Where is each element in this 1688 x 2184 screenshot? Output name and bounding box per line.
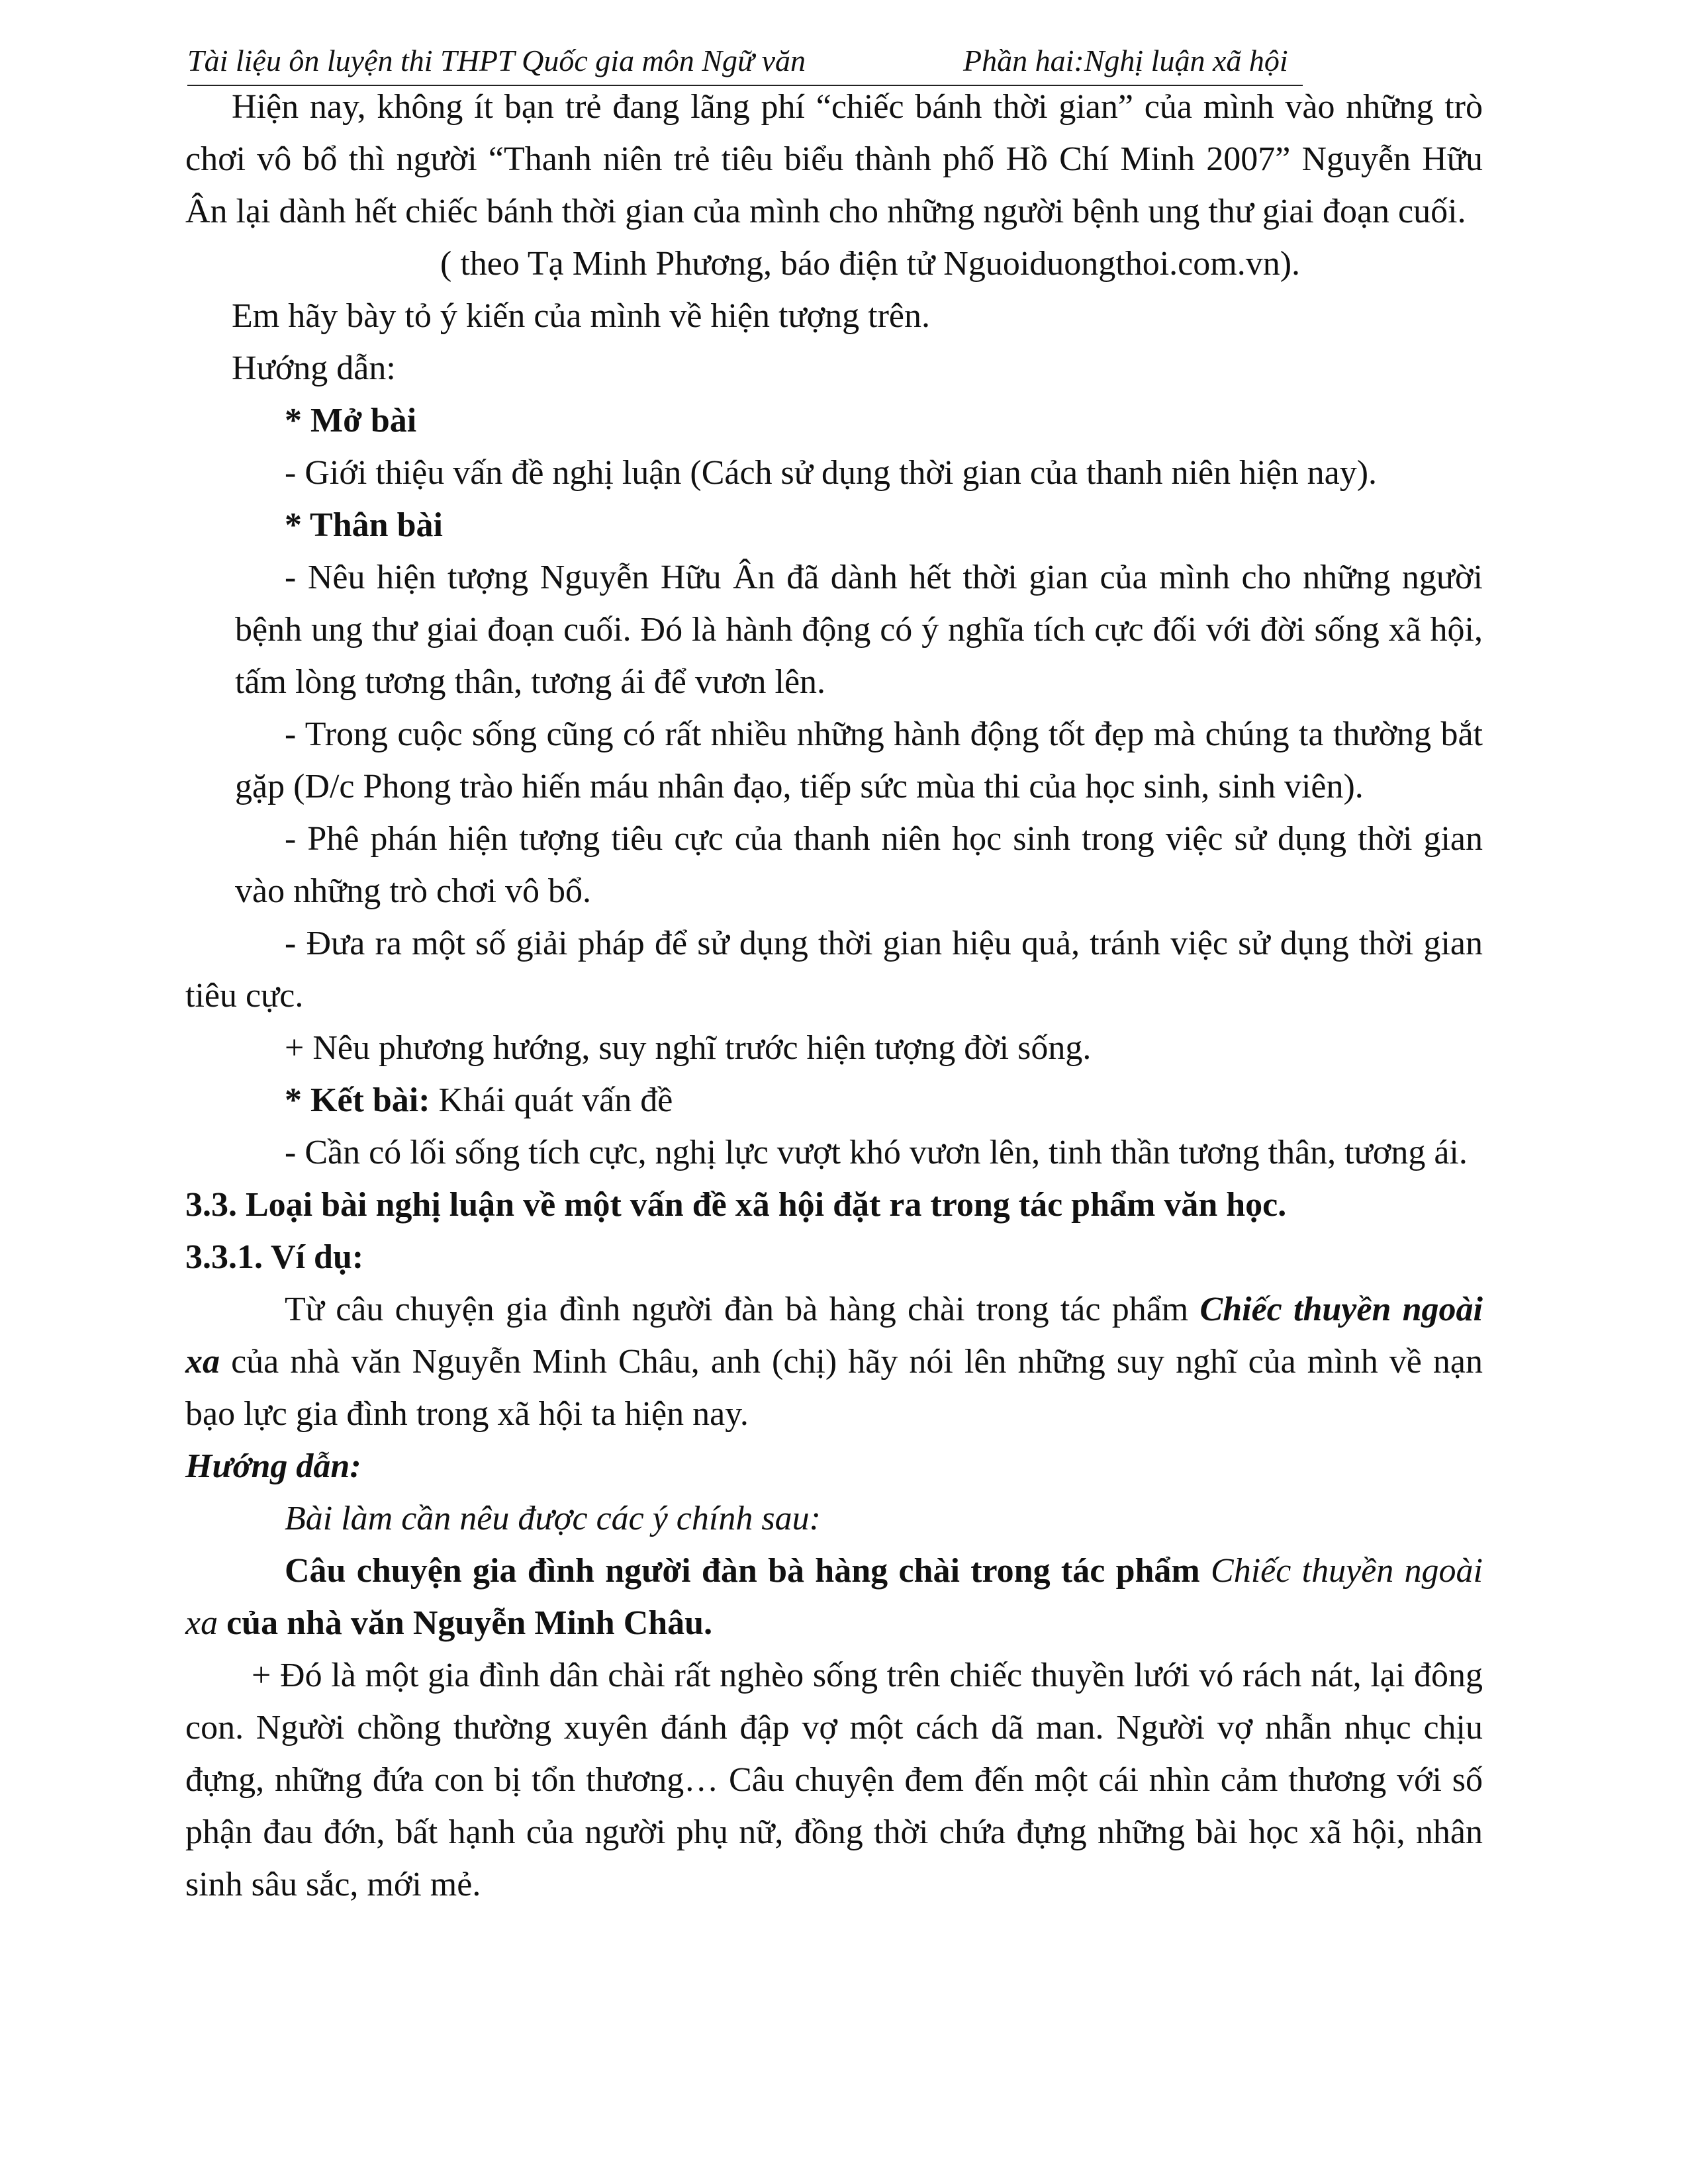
story-analysis-paragraph: + Đó là một gia đình dân chài rất nghèo sống trên chiếc thuyền lưới vó rách nát, lại đông con. Người chồng thường xuyên đánh đập vợ một cách dã man. Người vợ nhẫn nhục chịu đựng, những đứa con bị tổn thương… Câu chuyện đem đến một cái nhìn cảm thương với số phận đau đớn, bất hạnh của người phụ nữ, đồng thời chứa đựng những bài học xã hội, nhân sinh sâu sắc, mới mẻ.	[185, 1657, 1483, 1903]
ket-bai-heading	[185, 1074, 1483, 1126]
than-bai-point-5: + Nêu phương hướng, suy nghĩ trước hiện tượng đời sống.	[285, 1029, 1092, 1067]
example-text-2: của nhà văn Nguyễn Minh Châu, anh (chị) hãy nói lên những suy nghĩ của mình về nạn bạo lực gia đình trong xã hội ta hiện nay.	[185, 1343, 1483, 1433]
question-text: Em hãy bày tỏ ý kiến của mình về hiện tượng trên.	[232, 297, 930, 335]
ket-bai-label: * Kết bài:	[285, 1081, 430, 1119]
page-content	[185, 81, 1483, 1911]
bai-lam-intro: Bài làm cần nêu được các ý chính sau:	[285, 1500, 821, 1537]
huong-dan-heading: Hướng dẫn:	[185, 1447, 361, 1485]
page-header	[187, 41, 1485, 81]
intro-paragraph: Hiện nay, không ít bạn trẻ đang lãng phí “chiếc bánh thời gian” của mình vào những trò chơi vô bổ thì người “Thanh niên trẻ tiêu biểu thành phố Hồ Chí Minh 2007” Nguyễn Hữu Ân lại dành hết chiếc bánh thời gian của mình cho những người bệnh ung thư giai đoạn cuối.	[185, 88, 1483, 230]
section-3-3-heading: 3.3. Loại bài nghị luận về một vấn đề xã hội đặt ra trong tác phẩm văn học.	[185, 1186, 1287, 1224]
section-3-3-1-heading: 3.3.1. Ví dụ:	[185, 1238, 364, 1276]
source-citation: ( theo Tạ Minh Phương, báo điện tử Nguoiduongthoi.com.vn).	[440, 245, 1301, 283]
guide-label: Hướng dẫn:	[232, 349, 396, 387]
ket-bai-text: Khái quát vấn đề	[430, 1081, 673, 1119]
story-heading	[185, 1545, 1483, 1649]
header-right: Phần hai:Nghị luận xã hội	[963, 44, 1288, 77]
example-paragraph	[185, 1283, 1483, 1440]
than-bai-point-2: - Trong cuộc sống cũng có rất nhiều những hành động tốt đẹp mà chúng ta thường bắt gặp (D/c Phong trào hiến máu nhân đạo, tiếp sức mùa thi của học sinh, sinh viên).	[235, 715, 1483, 805]
example-work-title: Chiếc thuyền ngoài xa	[185, 1291, 1483, 1381]
mo-bai-heading: * Mở bài	[285, 402, 417, 439]
story-heading-text-2: của nhà văn Nguyễn Minh Châu.	[218, 1604, 713, 1642]
than-bai-point-3: - Phê phán hiện tượng tiêu cực của thanh niên học sinh trong việc sử dụng thời gian vào những trò chơi vô bổ.	[235, 820, 1483, 910]
header-left: Tài liệu ôn luyện thi THPT Quốc gia môn Ngữ văn	[187, 44, 806, 77]
than-bai-point-1: - Nêu hiện tượng Nguyễn Hữu Ân đã dành hết thời gian của mình cho những người bệnh ung thư giai đoạn cuối. Đó là hành động có ý nghĩa tích cực đối với đời sống xã hội, tấm lòng tương thân, tương ái để vươn lên.	[235, 559, 1483, 701]
story-heading-text-1: Câu chuyện gia đình người đàn bà hàng chài trong tác phẩm	[285, 1552, 1211, 1590]
than-bai-heading: * Thân bài	[285, 506, 443, 544]
example-text-1: Từ câu chuyện gia đình người đàn bà hàng chài trong tác phẩm	[285, 1291, 1200, 1328]
than-bai-point-4: - Đưa ra một số giải pháp để sử dụng thời gian hiệu quả, tránh việc sử dụng thời gian tiêu cực.	[185, 925, 1483, 1015]
ket-bai-point: - Cần có lối sống tích cực, nghị lực vượt khó vươn lên, tinh thần tương thân, tương ái.	[285, 1134, 1468, 1171]
story-work-title: Chiếc thuyền ngoài xa	[185, 1552, 1483, 1642]
mo-bai-point: - Giới thiệu vấn đề nghị luận (Cách sử dụng thời gian của thanh niên hiện nay).	[285, 454, 1378, 492]
